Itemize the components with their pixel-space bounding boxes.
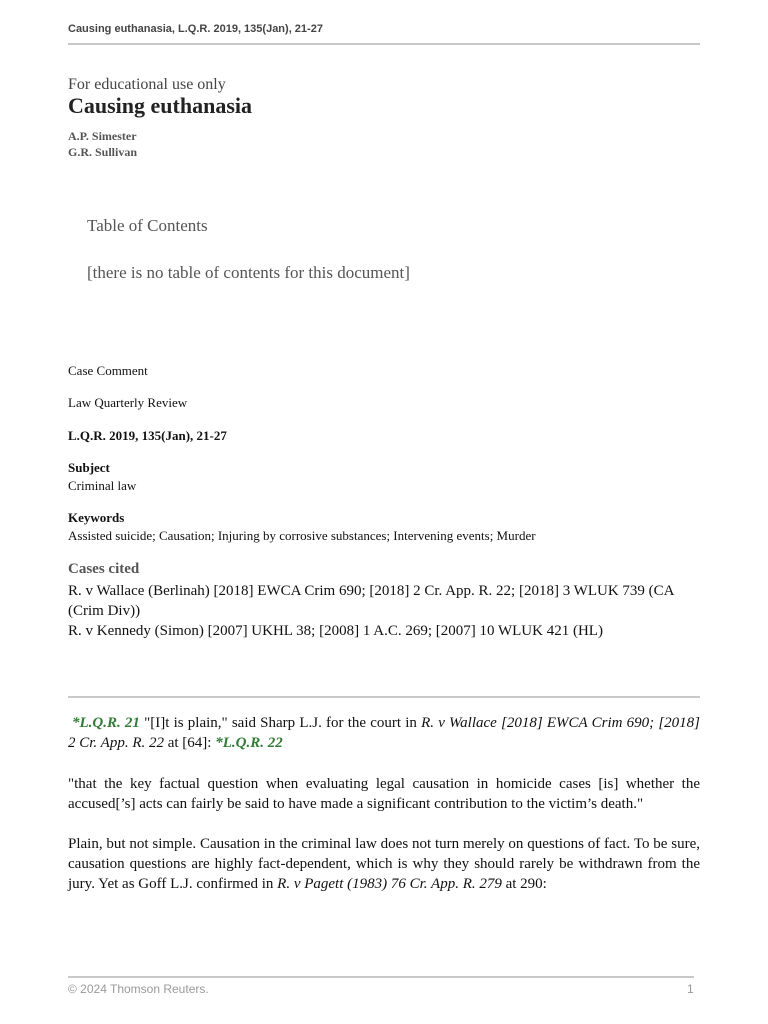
paragraph-1-text-b: at [64]: xyxy=(163,735,216,751)
citation-pagett: R. v Pagett (1983) 76 Cr. App. R. 279 xyxy=(277,876,502,892)
document-title: Causing euthanasia xyxy=(68,93,253,118)
body-divider xyxy=(68,696,700,698)
citation-wallace: R. v Wallace [2018] EWCA Crim 690; [2018] 2 Cr. App. R. 22 xyxy=(68,715,700,751)
star-page-marker-22[interactable]: *L.Q.R. 22 xyxy=(215,735,283,751)
journal-name: Law Quarterly Review xyxy=(68,395,188,410)
paragraph-3-text-a: Plain, but not simple. Causation in the criminal law does not turn merely on questions of fact. To be sure, causation questions are highly fact-dependent, which is why they should rarely be withdrawn from the jury. Yet as Goff L.J. confirmed in xyxy=(68,836,700,892)
author-1: A.P. Simester xyxy=(68,129,137,143)
paragraph-1-text-a: "[I]t is plain," said Sharp L.J. for the court in xyxy=(139,715,422,731)
case-cited-1: R. v Wallace (Berlinah) [2018] EWCA Crim 690; [2018] 2 Cr. App. R. 22; [2018] 3 WLUK 739 (CA (Crim Div)) xyxy=(68,583,674,619)
keywords-value: Assisted suicide; Causation; Injuring by corrosive substances; Intervening events; Murder xyxy=(68,528,536,543)
educational-notice: For educational use only xyxy=(68,76,226,93)
toc-note: [there is no table of contents for this document] xyxy=(87,263,410,282)
toc-heading: Table of Contents xyxy=(87,216,208,235)
paragraph-3 xyxy=(68,834,700,894)
header-divider xyxy=(68,43,700,45)
page-number: 1 xyxy=(687,982,694,996)
paragraph-2: "that the key factual question when evaluating legal causation in homicide cases [is] whether the accused[’s] acts can fairly be said to have made a significant contribution to the victim’s death." xyxy=(68,776,700,812)
paragraph-1 xyxy=(68,713,700,753)
subject-value: Criminal law xyxy=(68,478,137,493)
cases-cited-heading: Cases cited xyxy=(68,561,140,577)
document-type: Case Comment xyxy=(68,363,148,378)
subject-label: Subject xyxy=(68,460,110,475)
running-header: Causing euthanasia, L.Q.R. 2019, 135(Jan), 21-27 xyxy=(68,23,323,35)
keywords-label: Keywords xyxy=(68,510,125,525)
author-2: G.R. Sullivan xyxy=(68,145,138,159)
case-cited-2: R. v Kennedy (Simon) [2007] UKHL 38; [2008] 1 A.C. 269; [2007] 10 WLUK 421 (HL) xyxy=(68,623,603,639)
footer-divider xyxy=(68,976,694,978)
paragraph-3-text-b: at 290: xyxy=(501,876,547,892)
copyright-notice: © 2024 Thomson Reuters. xyxy=(68,982,209,996)
journal-citation: L.Q.R. 2019, 135(Jan), 21-27 xyxy=(68,428,227,443)
star-page-marker-21[interactable]: *L.Q.R. 21 xyxy=(72,715,140,731)
